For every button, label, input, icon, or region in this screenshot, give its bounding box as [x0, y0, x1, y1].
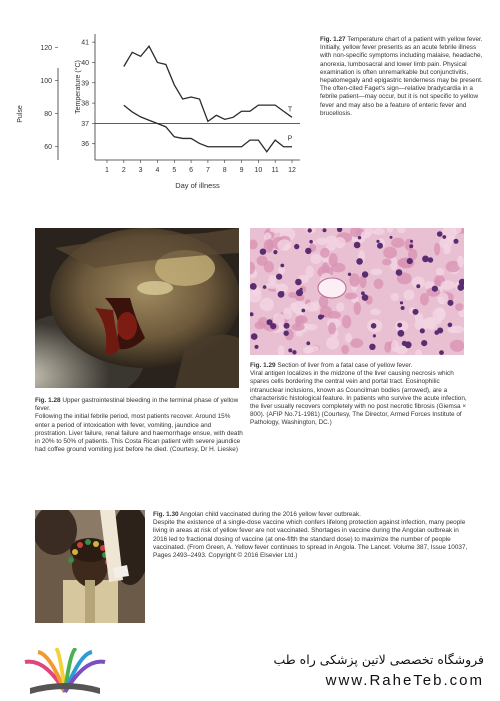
temperature-chart	[0, 20, 310, 210]
fig130-photo	[35, 510, 145, 623]
fig129-body: Viral antigen localizes in the midzone of the liver causing necrosis which spares cells bordering the central vein and portal tract. Eosinophilic intranuclear inclusions, known as Councilman bodies (arrowed), are a characteristic histological feature. In patients who survive the acute infection, the liver usually recovers completely with no post necrotic fibrosis (Giemsa × 800). (AFIP No.71-1981) (Courtesy, The Director, Armed Forces Institute of Pathology, Washington, DC.)	[250, 370, 467, 427]
x-tick-label: 12	[288, 167, 296, 174]
fig129-caption	[250, 362, 468, 428]
x-axis-label: Day of illness	[175, 181, 220, 190]
x-tick-label: 4	[155, 167, 160, 174]
temp-tick-label: 38	[81, 100, 89, 108]
series-line-T	[124, 46, 292, 121]
fig128-body: Following the initial febrile period, most patients recover. Around 15% enter a period of intoxication with fever, vomiting, jaundice and prostration. Liver failure, renal failure and haemorrhage ensue, with death in 20% to 50% of patients. This Costa Rican patient with severe jaundice had coffee ground vomiting just before he died. (Courtesy, Dr H. Lieske)	[35, 413, 243, 454]
fig128-caption	[35, 397, 243, 454]
pulse-tick-label: 60	[44, 144, 52, 152]
fig128-number: Fig. 1.28	[35, 397, 61, 404]
x-tick-label: 8	[222, 167, 227, 174]
x-tick-label: 11	[271, 167, 279, 174]
x-tick-label: 3	[138, 167, 143, 174]
fig129-micrograph	[250, 228, 464, 355]
store-url: www.RaheTeb.com	[325, 672, 484, 689]
x-tick-label: 6	[189, 167, 194, 174]
store-name: فروشگاه تخصصی لاتین پزشکی راه طب	[273, 652, 484, 667]
x-tick-label: 2	[121, 167, 126, 174]
fig127-body: Initially, yellow fever presents as an acute febrile illness with non-specific symptoms including malaise, headache, anorexia, lumbosacral and lower limb pain. Physical examination is often unremarkable but conjunctivitis, hepatomegaly and epigastric tenderness may be present. The often-cited Faget's sign—relative bradycardia in a febrile patient—may occur, but it is not specific to yellow fever and may also be a feature of enteric fever and brucellosis.	[320, 44, 483, 117]
chart-svg	[0, 20, 310, 210]
x-tick-label: 5	[172, 167, 177, 174]
temp-tick-label: 40	[81, 59, 89, 67]
fig127-caption	[320, 36, 488, 118]
x-tick-label: 10	[254, 167, 263, 174]
fig130-body: Despite the existence of a single-dose vaccine which confers lifelong protection against infection, many people living in areas at risk of yellow fever are not vaccinated. Shortages in vaccine during the Angolan outbreak in 2016 led to fractional dosing of vaccine (at one-fifth the standard dose) to maximize the number of people vaccinated. (From Green, A. Yellow fever continues to spread in Angola. The Lancet. Volume 387, Issue 10037, Pages 2493–2493. Copyright © 2016 Elsevier Ltd.)	[153, 519, 468, 560]
series-line-P	[124, 105, 292, 151]
fig128-photo	[35, 228, 239, 388]
pulse-tick-label: 120	[40, 44, 52, 52]
temp-tick-label: 39	[81, 80, 89, 88]
pulse-tick-label: 100	[40, 77, 52, 85]
temp-tick-label: 41	[81, 39, 89, 47]
fig127-number: Fig. 1.27	[320, 36, 346, 43]
x-tick-label: 9	[239, 167, 244, 174]
fig130-heading: Angolan child vaccinated during the 2016 yellow fever outbreak.	[180, 511, 361, 518]
store-logo-icon	[20, 648, 110, 696]
fig129-heading: Section of liver from a fatal case of yellow fever.	[277, 362, 413, 369]
temp-tick-label: 37	[81, 120, 89, 128]
x-tick-label: 7	[205, 167, 210, 174]
series-label-T: T	[287, 106, 293, 114]
temp-axis-label: Temperature (°C)	[75, 60, 82, 114]
pulse-axis-label: Pulse	[17, 105, 24, 123]
series-label-P: P	[287, 135, 293, 143]
x-tick-label: 1	[105, 167, 109, 174]
fig129-number: Fig. 1.29	[250, 362, 276, 369]
fig127-heading: Temperature chart of a patient with yellow fever.	[347, 36, 483, 43]
fig130-number: Fig. 1.30	[153, 511, 179, 518]
fig128-heading: Upper gastrointestinal bleeding in the terminal phase of yellow fever.	[35, 397, 239, 413]
temp-tick-label: 36	[81, 141, 89, 149]
pulse-tick-label: 80	[44, 111, 52, 119]
fig130-caption	[153, 511, 471, 560]
